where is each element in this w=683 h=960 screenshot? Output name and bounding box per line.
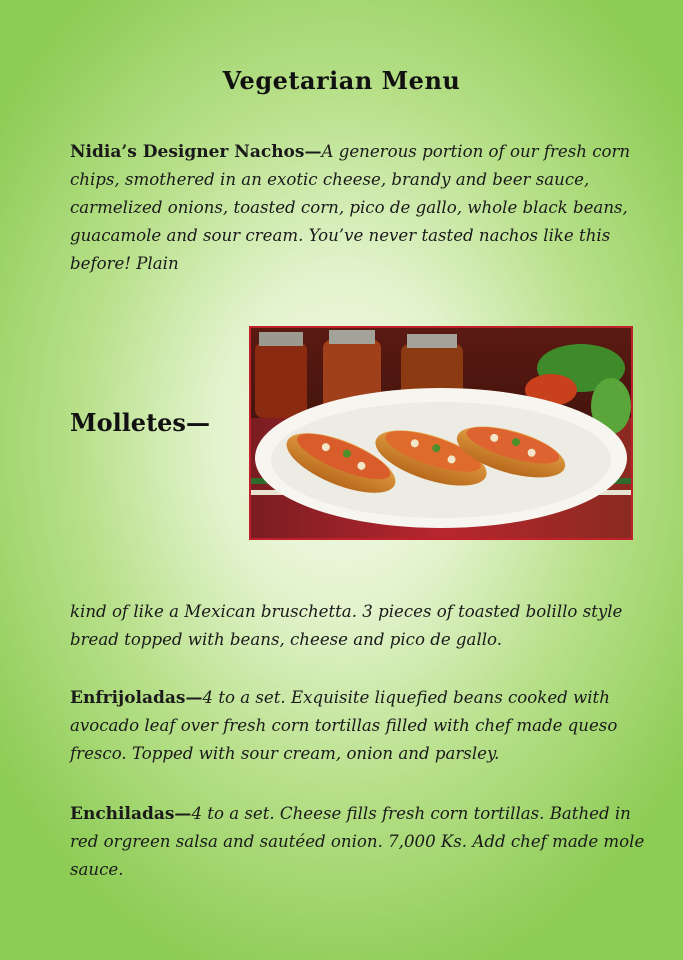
item-name: Nidia’s Designer Nachos— bbox=[70, 142, 322, 162]
menu-item-enfrijoladas bbox=[70, 684, 660, 768]
item-name-molletes: Molletes— bbox=[70, 408, 210, 437]
item-description: A generous portion of our fresh corn chips, smothered in an exotic cheese, brandy and beer sauce, carmelized onions, toasted corn, pico de gallo, whole black beans, guacamole and sour cream. You’ve never tasted nachos like this before! Plain bbox=[70, 142, 631, 273]
molletes-photo bbox=[249, 326, 633, 540]
item-description: 4 to a set. Cheese fills fresh corn tortillas. Bathed in red orgreen salsa and sautéed onion. 7,000 Ks. Add chef made mole sauce. bbox=[70, 804, 645, 879]
menu-title: Vegetarian Menu bbox=[222, 66, 461, 95]
menu-item-enchiladas bbox=[70, 800, 660, 884]
menu-item-molletes-description: kind of like a Mexican bruschetta. 3 pieces of toasted bolillo style bread topped with beans, cheese and pico de gallo. bbox=[70, 602, 623, 649]
menu-item-nachos bbox=[70, 138, 660, 278]
item-description: 4 to a set. Exquisite liquefied beans cooked with avocado leaf over fresh corn tortillas filled with chef made queso fresco. Topped with sour cream, onion and parsley. bbox=[70, 688, 618, 763]
molletes-image bbox=[251, 328, 631, 538]
item-name: Enfrijoladas— bbox=[70, 688, 203, 708]
item-name: Enchiladas— bbox=[70, 804, 192, 824]
